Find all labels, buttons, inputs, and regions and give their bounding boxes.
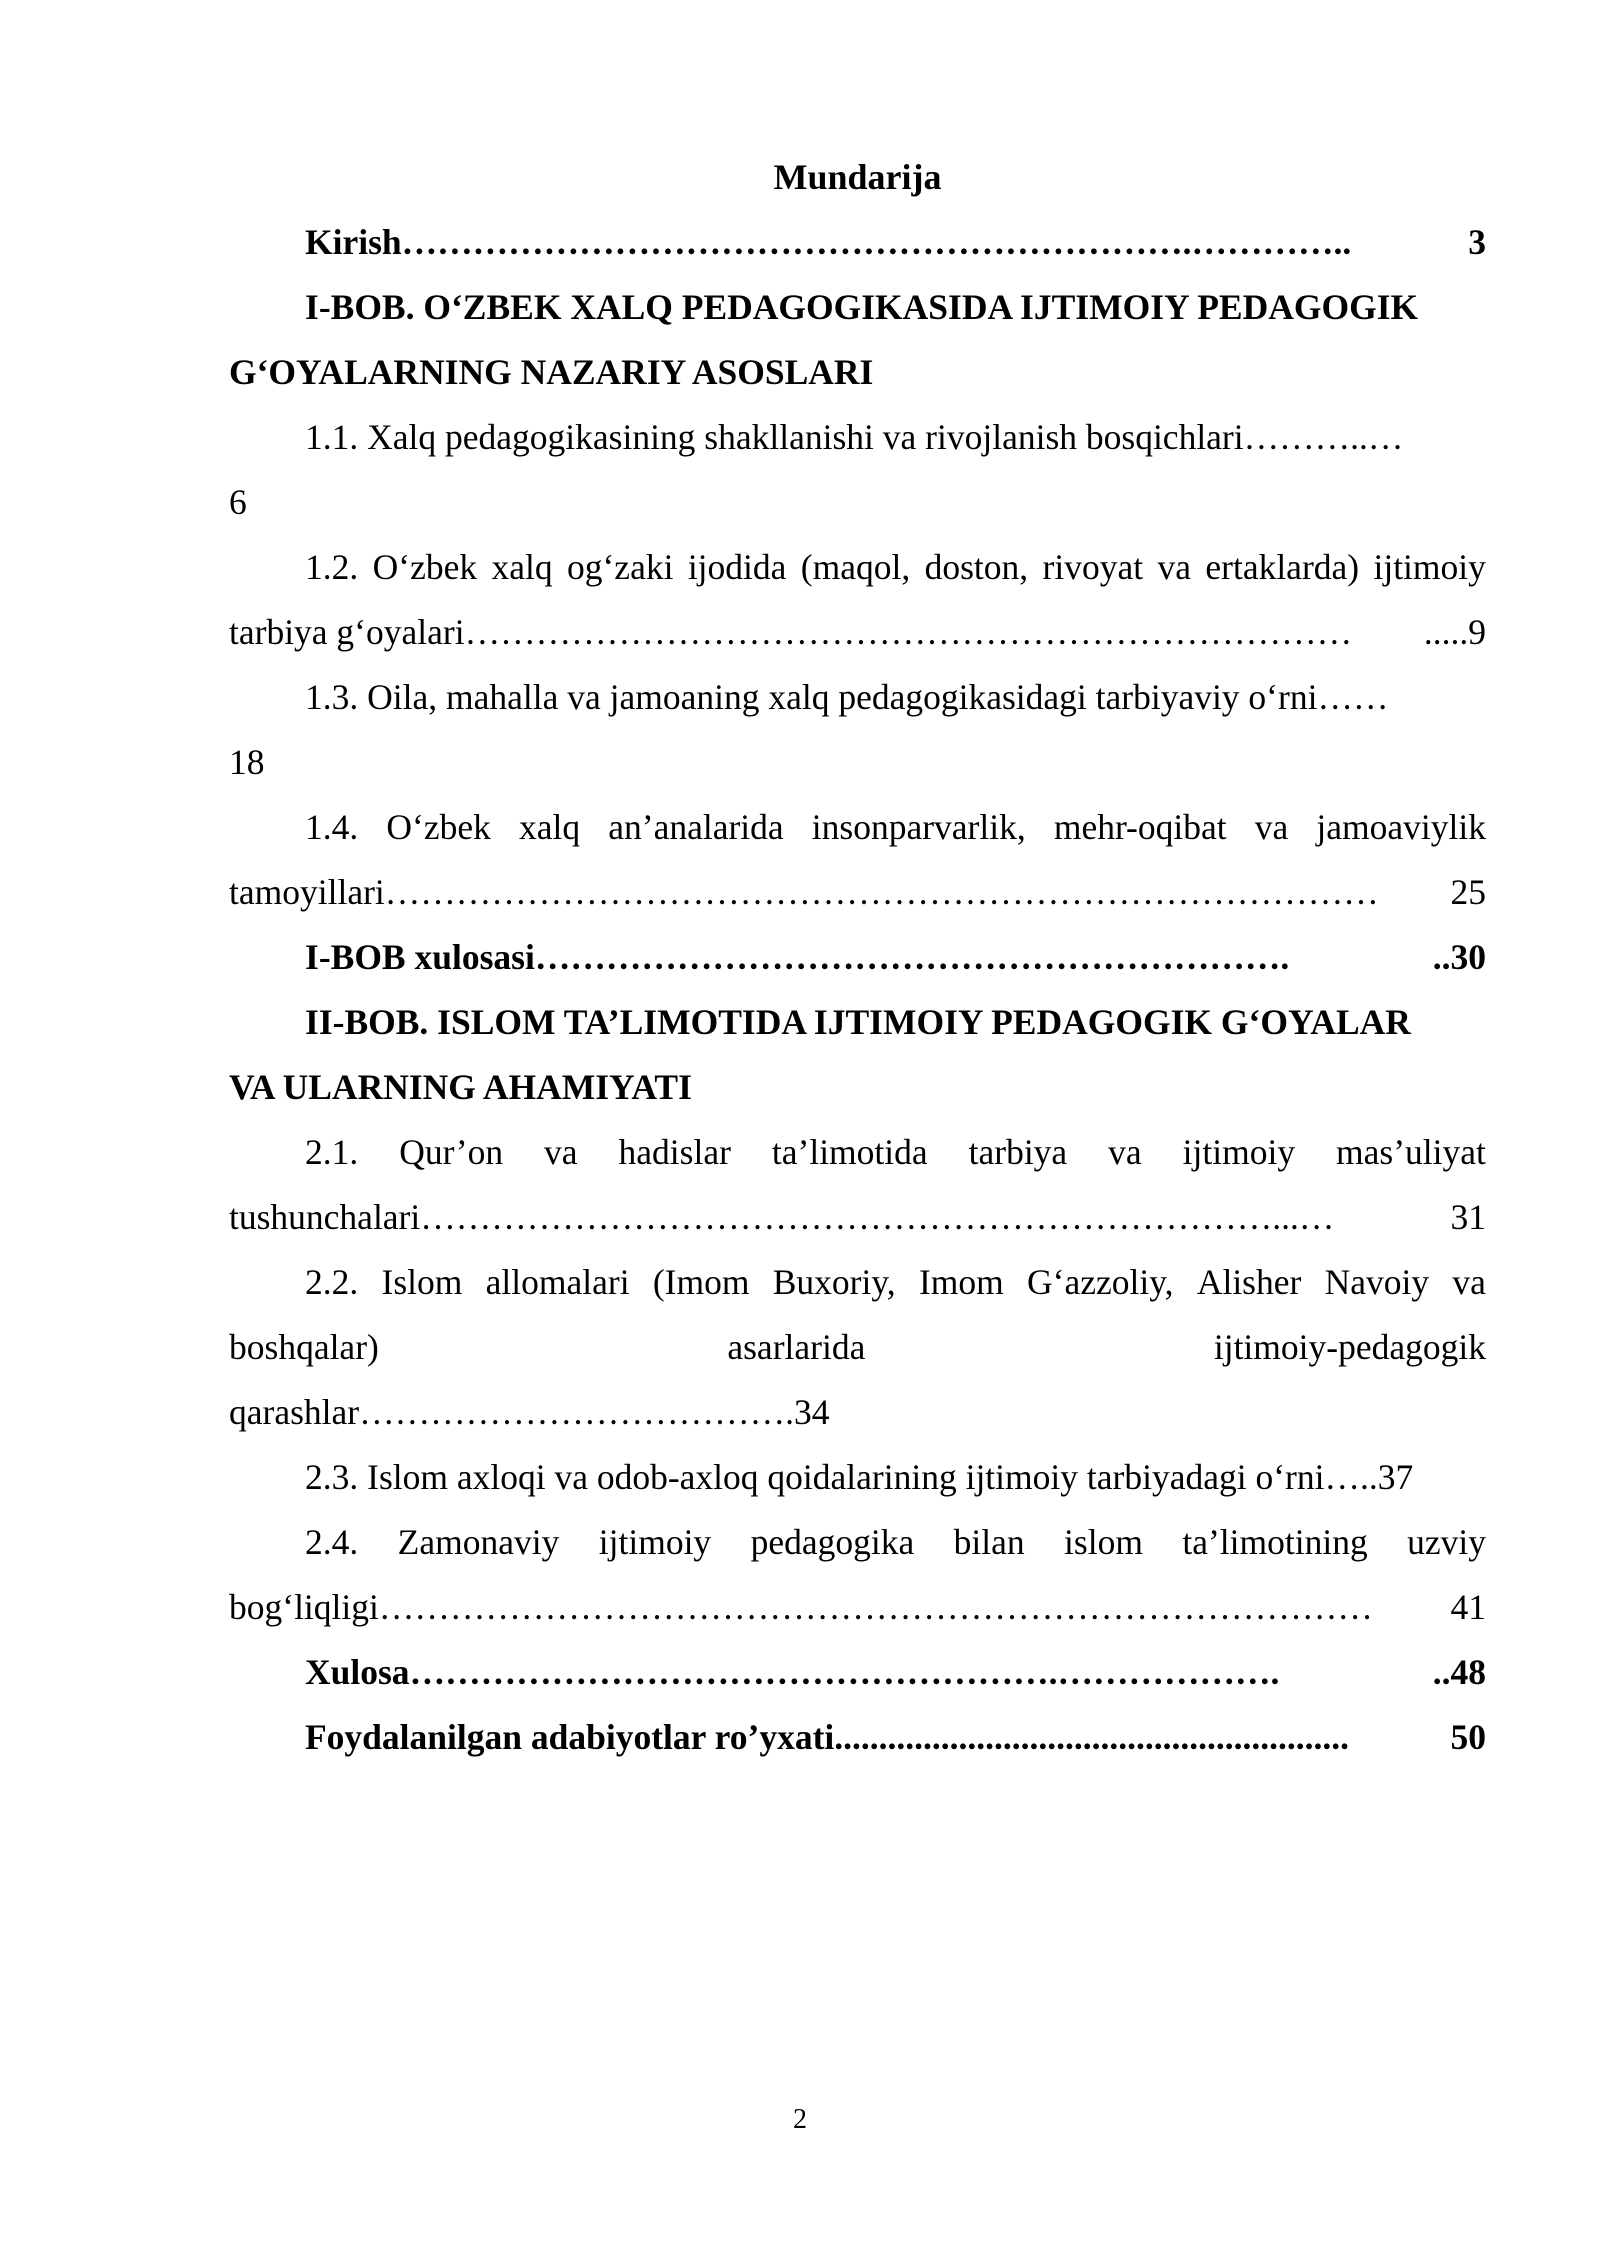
toc-word: ta’limotida — [771, 1132, 928, 1172]
toc-entry-1-3[interactable]: 1.3. Oila, mahalla va jamoaning xalq pedagogikasidagi tarbiyaviy o‘rni…… — [305, 677, 1389, 717]
toc-word: (maqol, — [800, 547, 911, 587]
toc-entry-label: bog‘liqligi — [229, 1587, 379, 1627]
toc-word: bilan — [953, 1522, 1025, 1562]
toc-word: Navoiy — [1324, 1262, 1430, 1302]
toc-entry-label: Kirish — [305, 222, 402, 262]
toc-page-number: .....9 — [1423, 612, 1486, 652]
toc-word: ijtimoiy — [598, 1522, 712, 1562]
toc-word: G‘azzoliy, — [1027, 1262, 1174, 1302]
toc-page-number: 31 — [1450, 1197, 1486, 1237]
toc-word: Alisher — [1196, 1262, 1302, 1302]
toc-entry-xulosa[interactable] — [229, 1640, 1486, 1705]
toc-word: boshqalar) — [229, 1327, 379, 1367]
toc-entry-1-2-continuation[interactable] — [229, 600, 1486, 665]
toc-entry-label: qarashlar — [229, 1392, 360, 1432]
toc-page-number: 34 — [793, 1392, 830, 1432]
toc-entry-label: Foydalanilgan adabiyotlar ro’yxati — [305, 1717, 835, 1757]
toc-word: Qur’on — [399, 1132, 504, 1172]
toc-word: O‘zbek — [372, 547, 478, 587]
toc-word: ta’limotining — [1182, 1522, 1368, 1562]
toc-word: 1.2. — [305, 547, 359, 587]
toc-leader-dots: ………………………………………………………………...… — [420, 1197, 1335, 1237]
toc-entry-label: tamoyillari — [229, 872, 385, 912]
toc-entry-label: Xulosa — [305, 1652, 410, 1692]
toc-entry-2-4[interactable] — [229, 1510, 1486, 1575]
toc-leader-dots: ………………………………. — [359, 1392, 794, 1432]
toc-word: Islom — [381, 1262, 463, 1302]
toc-leader-dots: ………………………………………………………………………… — [378, 1587, 1373, 1627]
toc-leader-dots: ………………………………………………………………… — [464, 612, 1353, 652]
toc-entry-1-4-continuation[interactable] — [229, 860, 1486, 925]
toc-word: ijtimoiy — [1373, 547, 1486, 587]
toc-entry-label: tushunchalari — [229, 1197, 421, 1237]
toc-leader-dots: ………………………………………………………….………….. — [401, 222, 1352, 262]
toc-word: Imom — [918, 1262, 1004, 1302]
toc-entry-2-4-continuation[interactable] — [229, 1575, 1486, 1640]
table-of-contents — [229, 145, 1486, 1770]
page-number: 2 — [793, 2104, 807, 2135]
toc-entry-references[interactable] — [229, 1705, 1486, 1770]
toc-entry-2-2-line-2[interactable] — [229, 1315, 1486, 1380]
toc-leader-dots: ……………………………………………….………………. — [409, 1652, 1280, 1692]
toc-entry-1-2[interactable] — [229, 535, 1486, 600]
toc-word: ijtimoiy-pedagogik — [1213, 1327, 1486, 1367]
toc-word: va — [1157, 547, 1191, 587]
toc-word: va — [544, 1132, 578, 1172]
toc-word: an’analarida — [608, 807, 784, 847]
toc-leader-dots: .......................................................... — [834, 1717, 1350, 1757]
toc-page-number: 25 — [1450, 872, 1486, 912]
toc-word: va — [1452, 1262, 1486, 1302]
toc-word: Zamonaviy — [397, 1522, 560, 1562]
toc-word: og‘zaki — [566, 547, 674, 587]
toc-word: O‘zbek — [386, 807, 491, 847]
toc-word: va — [1254, 807, 1289, 847]
toc-chapter-2-title-line-1[interactable]: II-BOB. ISLOM TA’LIMOTIDA IJTIMOIY PEDAGOGIK G‘OYALAR — [305, 1002, 1411, 1042]
toc-word: 2.4. — [305, 1522, 359, 1562]
toc-word: mehr-oqibat — [1053, 807, 1227, 847]
toc-word: va — [1108, 1132, 1142, 1172]
toc-entry-kirish[interactable] — [229, 210, 1486, 275]
toc-word: 1.4. — [305, 807, 359, 847]
toc-entry-1-1[interactable]: 1.1. Xalq pedagogikasining shakllanishi va rivojlanish bosqichlari………..… — [305, 417, 1404, 457]
toc-chapter-1-title-line-1[interactable]: I-BOB. O‘ZBEK XALQ PEDAGOGIKASIDA IJTIMOIY PEDAGOGIK — [305, 287, 1419, 327]
toc-entry-1-3-page: 18 — [229, 742, 265, 782]
toc-word: tarbiya — [968, 1132, 1068, 1172]
toc-chapter-2-title-line-2[interactable]: VA ULARNING AHAMIYATI — [229, 1067, 692, 1107]
toc-entry-1-4[interactable] — [229, 795, 1486, 860]
toc-title: Mundarija — [773, 157, 942, 197]
toc-page-number: 3 — [1468, 222, 1486, 262]
toc-word: xalq — [518, 807, 581, 847]
toc-entry-2-2-continuation[interactable] — [229, 1380, 1486, 1445]
toc-word: doston, — [924, 547, 1029, 587]
toc-word: ijodida — [687, 547, 787, 587]
toc-word: ertaklarda) — [1205, 547, 1360, 587]
toc-word: 2.2. — [305, 1262, 359, 1302]
toc-word: jamoaviylik — [1316, 807, 1486, 847]
toc-entry-label: I-BOB xulosasi — [305, 937, 535, 977]
toc-word: Buxoriy, — [772, 1262, 896, 1302]
toc-word: rivoyat — [1042, 547, 1144, 587]
toc-page-number: ..30 — [1432, 937, 1486, 977]
toc-word: uzviy — [1407, 1522, 1486, 1562]
toc-word: insonparvarlik, — [811, 807, 1026, 847]
toc-entry-chapter-1-summary[interactable] — [229, 925, 1486, 990]
toc-chapter-1-title-line-2[interactable]: G‘OYALARNING NAZARIY ASOSLARI — [229, 352, 874, 392]
toc-word: allomalari — [485, 1262, 630, 1302]
toc-leader-dots: ………………………………………………………………………… — [384, 872, 1379, 912]
toc-leader-dots: ………………………………………………………. — [534, 937, 1290, 977]
toc-word: 2.1. — [305, 1132, 359, 1172]
toc-entry-2-1[interactable] — [229, 1120, 1486, 1185]
toc-page-number: 41 — [1450, 1587, 1486, 1627]
toc-entry-label: tarbiya g‘oyalari — [229, 612, 465, 652]
toc-word: islom — [1064, 1522, 1143, 1562]
toc-word: mas’uliyat — [1336, 1132, 1486, 1172]
toc-page-number: ..48 — [1432, 1652, 1486, 1692]
toc-page-number: 50 — [1450, 1717, 1486, 1757]
toc-word: (Imom — [652, 1262, 750, 1302]
toc-entry-1-1-page: 6 — [229, 482, 247, 522]
toc-entry-2-1-continuation[interactable] — [229, 1185, 1486, 1250]
toc-word: pedagogika — [750, 1522, 915, 1562]
toc-word: xalq — [491, 547, 553, 587]
toc-word: hadislar — [618, 1132, 731, 1172]
toc-word: asarlarida — [727, 1327, 866, 1367]
toc-word: ijtimoiy — [1182, 1132, 1296, 1172]
toc-entry-2-2[interactable] — [229, 1250, 1486, 1315]
toc-entry-2-3[interactable]: 2.3. Islom axloqi va odob-axloq qoidalarining ijtimoiy tarbiyadagi o‘rni…..37 — [305, 1457, 1414, 1497]
